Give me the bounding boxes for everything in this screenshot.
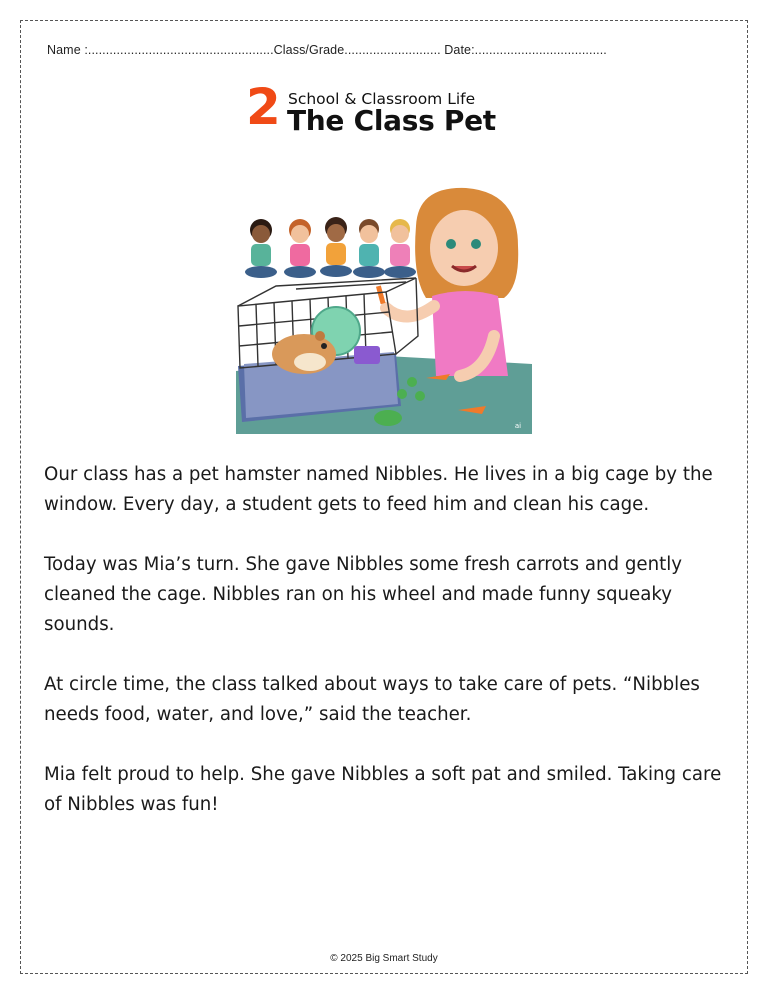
paragraph-2: Today was Mia’s turn. She gave Nibbles some fresh carrots and gently cleaned the cage. Nibbles ran on his wheel and made funny squeaky sounds. <box>44 554 683 635</box>
ai-watermark: ai <box>514 422 522 430</box>
background-children <box>245 217 416 278</box>
hamster-house <box>354 346 380 364</box>
paragraph-1: Our class has a pet hamster named Nibbles. He lives in a big cage by the window. Every day, a student gets to feed him and clean his cage. <box>44 464 713 515</box>
child-4 <box>353 219 385 278</box>
copyright-footer: © 2025 Big Smart Study <box>330 953 438 964</box>
paragraph-4: Mia felt proud to help. She gave Nibbles a soft pat and smiled. Taking care of Nibbles was fun! <box>44 764 722 815</box>
paragraph-3: At circle time, the class talked about ways to take care of pets. “Nibbles needs food, water, and love,” said the teacher. <box>44 674 700 725</box>
class-pet-illustration <box>236 186 532 436</box>
page-title: The Class Pet <box>287 104 496 137</box>
reading-passage <box>44 460 734 850</box>
lesson-category: School & Classroom Life <box>288 90 476 108</box>
hamster-cage <box>238 278 418 422</box>
child-1 <box>245 219 277 278</box>
student-info-line: Name :....................................................Class/Grade........................... Date:..................................... <box>47 43 607 57</box>
child-2 <box>284 219 316 278</box>
lesson-number: 2 <box>246 78 281 136</box>
title-block <box>246 78 536 138</box>
child-5 <box>384 219 416 278</box>
child-3 <box>320 217 352 277</box>
